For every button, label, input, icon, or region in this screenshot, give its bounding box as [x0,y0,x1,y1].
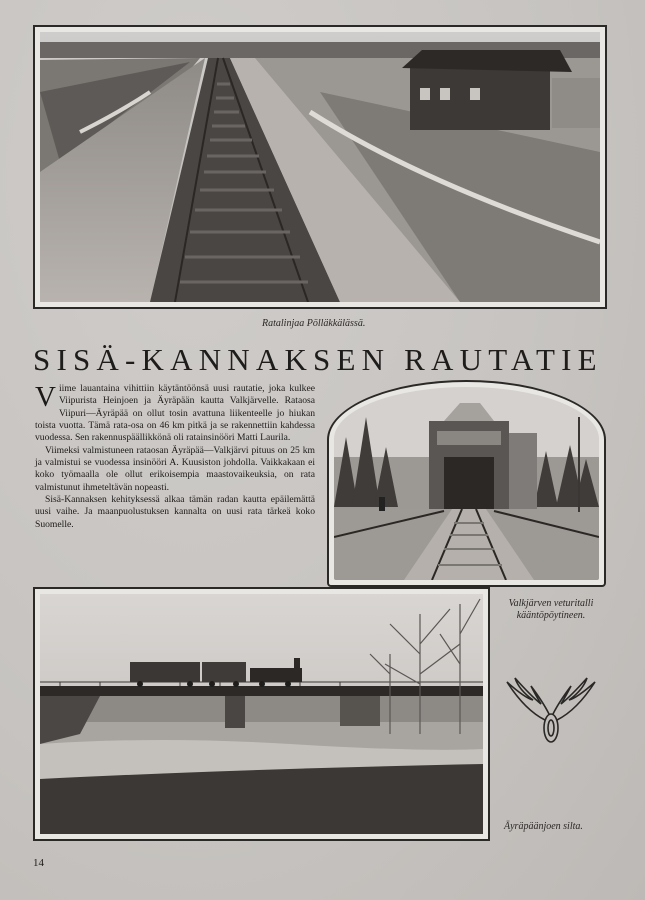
caption-engine-shed: Valkjärven veturitalli kääntöpöytineen. [508,598,594,621]
dropcap-letter: V [35,381,56,413]
article-paragraph-3: Sisä-Kannaksen kehityksessä alkaa tämän radan kautta epäilemättä uusi vaihe. Ja maanpuolustuksen kannalta on uusi rata tärkeä koko Suomelle. [35,494,315,530]
railway-line-image [40,32,600,302]
article-body [35,383,315,531]
caption-bridge: Äyräpäänjoen silta. [504,821,583,832]
article-paragraph-1: Viime lauantaina vihittiin käytäntöönsä uusi rautatie, joka kulkee Viipurista Heinjoen ja Äyräpään kautta Valkjärvelle. Rataosa Viipuri—Äyräpää on ollut tosin avattuna liikenteelle jo hiukan toista vuotta. Tämä rata-osa on 46 km pitkä ja se rakennettiin kahdessa vuodessa. Sen rakennuspäällikkönä oli ratainsinööri Matti Laurila. [35,381,315,444]
caption-railway-line: Ratalinjaa Pölläkkälässä. [262,318,366,329]
page-number: 14 [33,857,44,869]
photo-railway-line [33,25,607,309]
bridge-image [40,594,483,834]
photo-bridge [33,587,490,841]
winged-wheel-logo [505,670,597,748]
article-paragraph-2: Viimeksi valmistuneen rataosan Äyräpää—Valkjärvi pituus on 25 km ja valmistui se vuodessa insinööri A. Kuusiston johdolla. Vaikkakaan ei koko työmaalla ole ollut erikoisempia maastovaikeuksia, on rata valmistunut ihmeteltävän nopeasti. [35,444,315,493]
article-title: SISÄ-KANNAKSEN RAUTATIE [33,342,603,377]
photo-engine-shed [327,380,606,587]
engine-shed-image [334,387,599,580]
